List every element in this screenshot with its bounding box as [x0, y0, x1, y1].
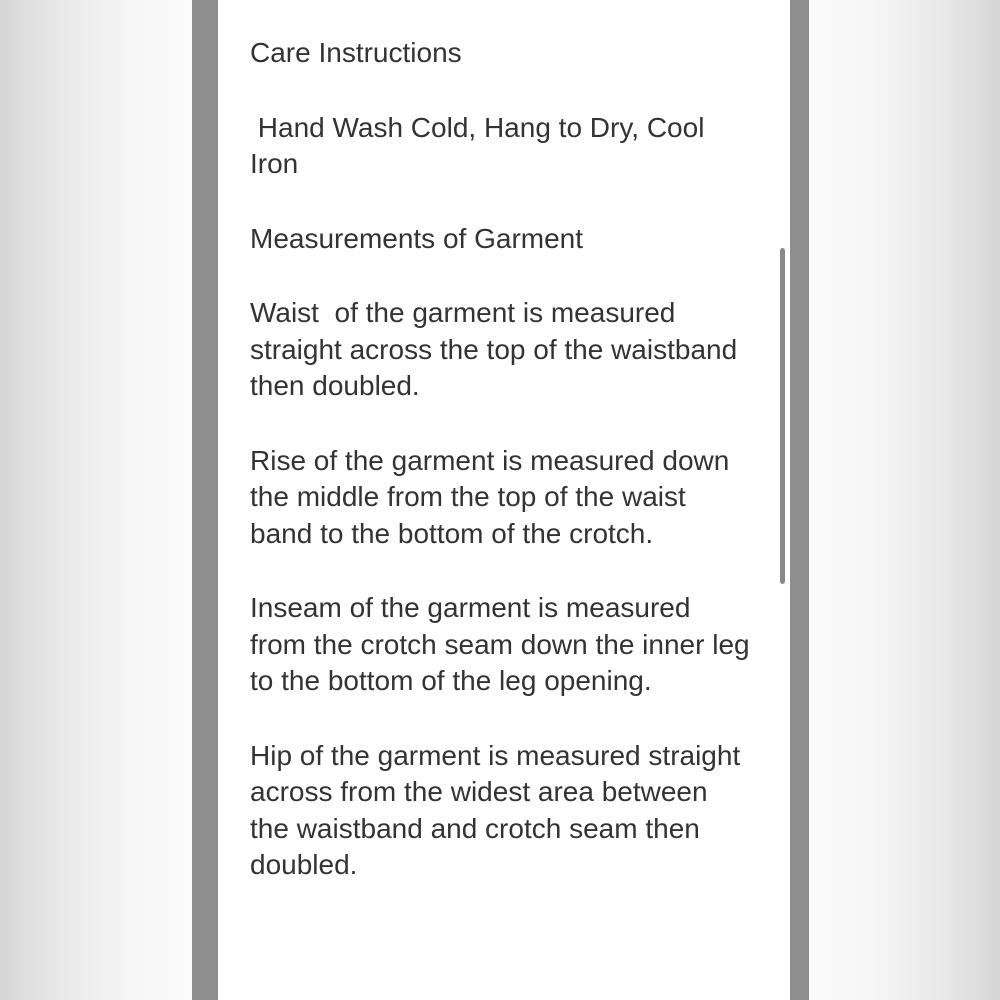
measurements-heading: Measurements of Garment — [250, 222, 584, 254]
vertical-scrollbar[interactable] — [780, 248, 785, 584]
waist-measurement-text: Waist of the garment is measured straight across the top of the waistband then doubled. — [250, 297, 745, 401]
phone-screen — [218, 0, 790, 1000]
hip-measurement-text: Hip of the garment is measured straight across from the widest area between the waistband and crotch seam then doubled. — [250, 739, 749, 880]
care-instructions-heading: Care Instructions — [250, 37, 462, 68]
product-details-text — [250, 35, 758, 922]
inseam-measurement-text: Inseam of the garment is measured from the crotch seam down the inner leg to the bottom of the leg opening. — [250, 592, 758, 696]
care-instructions-text: Hand Wash Cold, Hang to Dry, Cool Iron — [250, 111, 713, 179]
rise-measurement-text: Rise of the garment is measured down the middle from the top of the waist band to the bottom of the crotch. — [250, 444, 738, 549]
